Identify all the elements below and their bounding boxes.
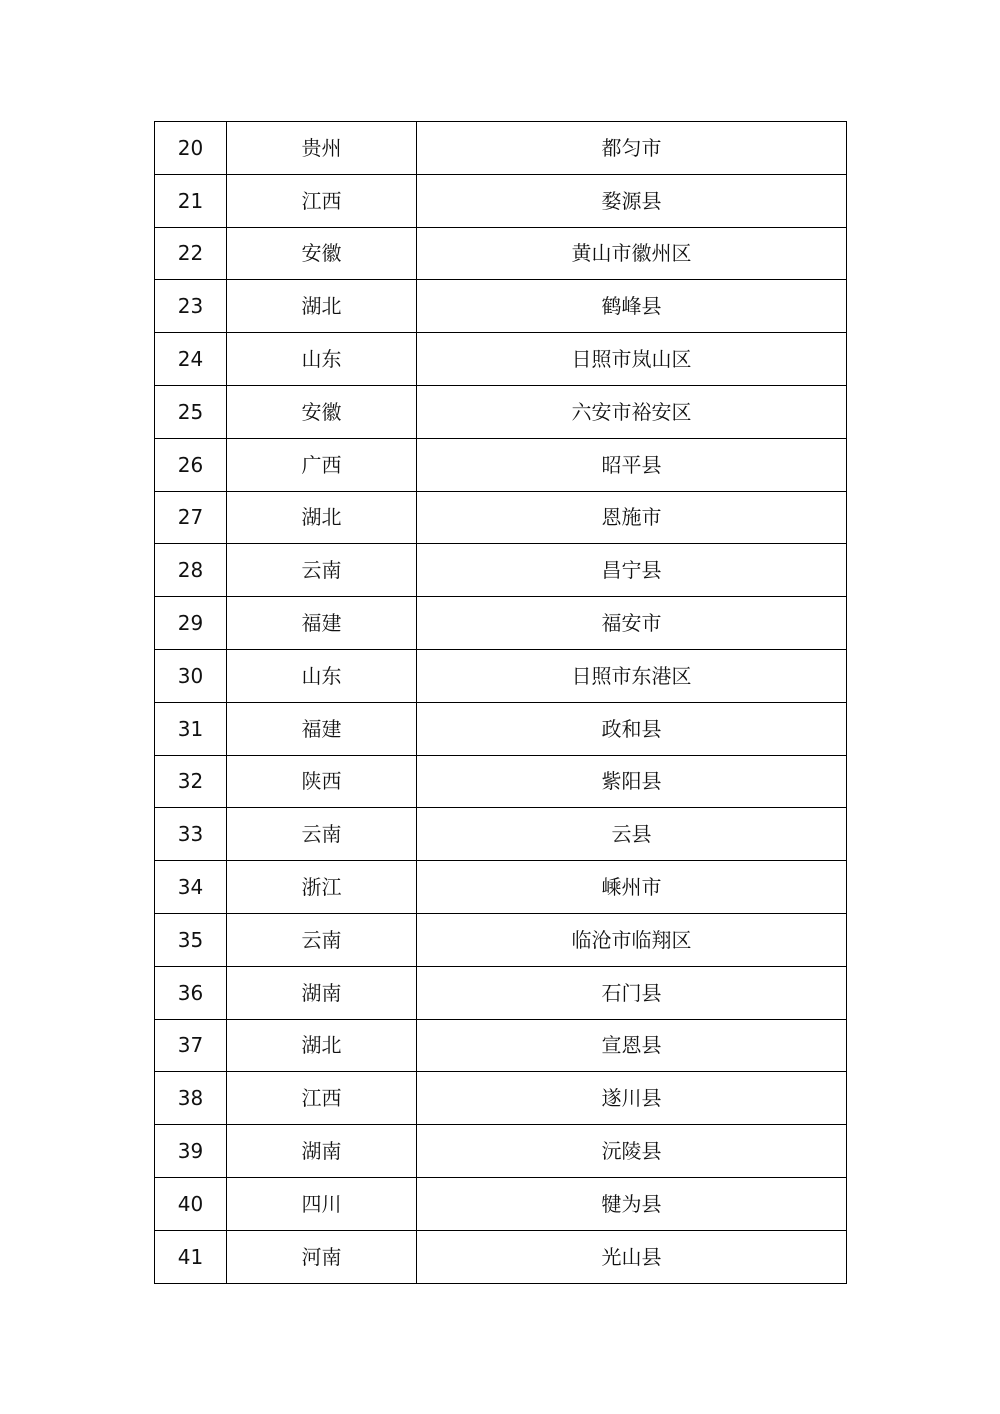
row-number-cell: 22: [155, 227, 227, 280]
province-cell: 浙江: [227, 861, 417, 914]
area-cell: 石门县: [417, 966, 847, 1019]
row-number-cell: 24: [155, 333, 227, 386]
area-cell: 沅陵县: [417, 1125, 847, 1178]
area-cell: 光山县: [417, 1230, 847, 1283]
table-row: [155, 544, 847, 597]
area-cell: 鹤峰县: [417, 280, 847, 333]
row-number-cell: 29: [155, 597, 227, 650]
row-number-cell: 26: [155, 438, 227, 491]
area-cell: 昭平县: [417, 438, 847, 491]
table-row: [155, 333, 847, 386]
province-cell: 湖南: [227, 966, 417, 1019]
area-cell: 婺源县: [417, 174, 847, 227]
table-row: [155, 122, 847, 175]
row-number-cell: 23: [155, 280, 227, 333]
table-row: [155, 1019, 847, 1072]
area-cell: 云县: [417, 808, 847, 861]
table-row: [155, 280, 847, 333]
table-row: [155, 1072, 847, 1125]
table-row: [155, 385, 847, 438]
table-row: [155, 438, 847, 491]
area-cell: 六安市裕安区: [417, 385, 847, 438]
province-cell: 广西: [227, 438, 417, 491]
row-number-cell: 33: [155, 808, 227, 861]
table-row: [155, 861, 847, 914]
area-cell: 宣恩县: [417, 1019, 847, 1072]
area-cell: 昌宁县: [417, 544, 847, 597]
area-cell: 临沧市临翔区: [417, 913, 847, 966]
area-cell: 都匀市: [417, 122, 847, 175]
table-row: [155, 597, 847, 650]
row-number-cell: 35: [155, 913, 227, 966]
province-cell: 湖北: [227, 280, 417, 333]
table-row: [155, 702, 847, 755]
row-number-cell: 32: [155, 755, 227, 808]
province-cell: 江西: [227, 174, 417, 227]
province-cell: 湖北: [227, 1019, 417, 1072]
region-table: [154, 121, 847, 1284]
table-row: [155, 227, 847, 280]
row-number-cell: 30: [155, 649, 227, 702]
province-cell: 云南: [227, 544, 417, 597]
area-cell: 恩施市: [417, 491, 847, 544]
row-number-cell: 31: [155, 702, 227, 755]
province-cell: 云南: [227, 913, 417, 966]
table-row: [155, 913, 847, 966]
area-cell: 犍为县: [417, 1177, 847, 1230]
province-cell: 贵州: [227, 122, 417, 175]
row-number-cell: 37: [155, 1019, 227, 1072]
area-cell: 福安市: [417, 597, 847, 650]
area-cell: 日照市东港区: [417, 649, 847, 702]
area-cell: 紫阳县: [417, 755, 847, 808]
table-row: [155, 966, 847, 1019]
area-cell: 政和县: [417, 702, 847, 755]
row-number-cell: 34: [155, 861, 227, 914]
row-number-cell: 20: [155, 122, 227, 175]
province-cell: 福建: [227, 597, 417, 650]
row-number-cell: 25: [155, 385, 227, 438]
province-cell: 湖南: [227, 1125, 417, 1178]
area-cell: 日照市岚山区: [417, 333, 847, 386]
row-number-cell: 36: [155, 966, 227, 1019]
table-row: [155, 174, 847, 227]
province-cell: 云南: [227, 808, 417, 861]
row-number-cell: 39: [155, 1125, 227, 1178]
table-row: [155, 649, 847, 702]
province-cell: 陕西: [227, 755, 417, 808]
row-number-cell: 40: [155, 1177, 227, 1230]
area-cell: 黄山市徽州区: [417, 227, 847, 280]
table-row: [155, 808, 847, 861]
area-cell: 遂川县: [417, 1072, 847, 1125]
row-number-cell: 27: [155, 491, 227, 544]
row-number-cell: 21: [155, 174, 227, 227]
table-row: [155, 491, 847, 544]
table-row: [155, 755, 847, 808]
row-number-cell: 41: [155, 1230, 227, 1283]
area-cell: 嵊州市: [417, 861, 847, 914]
row-number-cell: 28: [155, 544, 227, 597]
province-cell: 山东: [227, 649, 417, 702]
province-cell: 山东: [227, 333, 417, 386]
province-cell: 安徽: [227, 227, 417, 280]
province-cell: 江西: [227, 1072, 417, 1125]
province-cell: 福建: [227, 702, 417, 755]
row-number-cell: 38: [155, 1072, 227, 1125]
province-cell: 安徽: [227, 385, 417, 438]
table-row: [155, 1177, 847, 1230]
province-cell: 四川: [227, 1177, 417, 1230]
province-cell: 湖北: [227, 491, 417, 544]
table-row: [155, 1125, 847, 1178]
table-row: [155, 1230, 847, 1283]
province-cell: 河南: [227, 1230, 417, 1283]
